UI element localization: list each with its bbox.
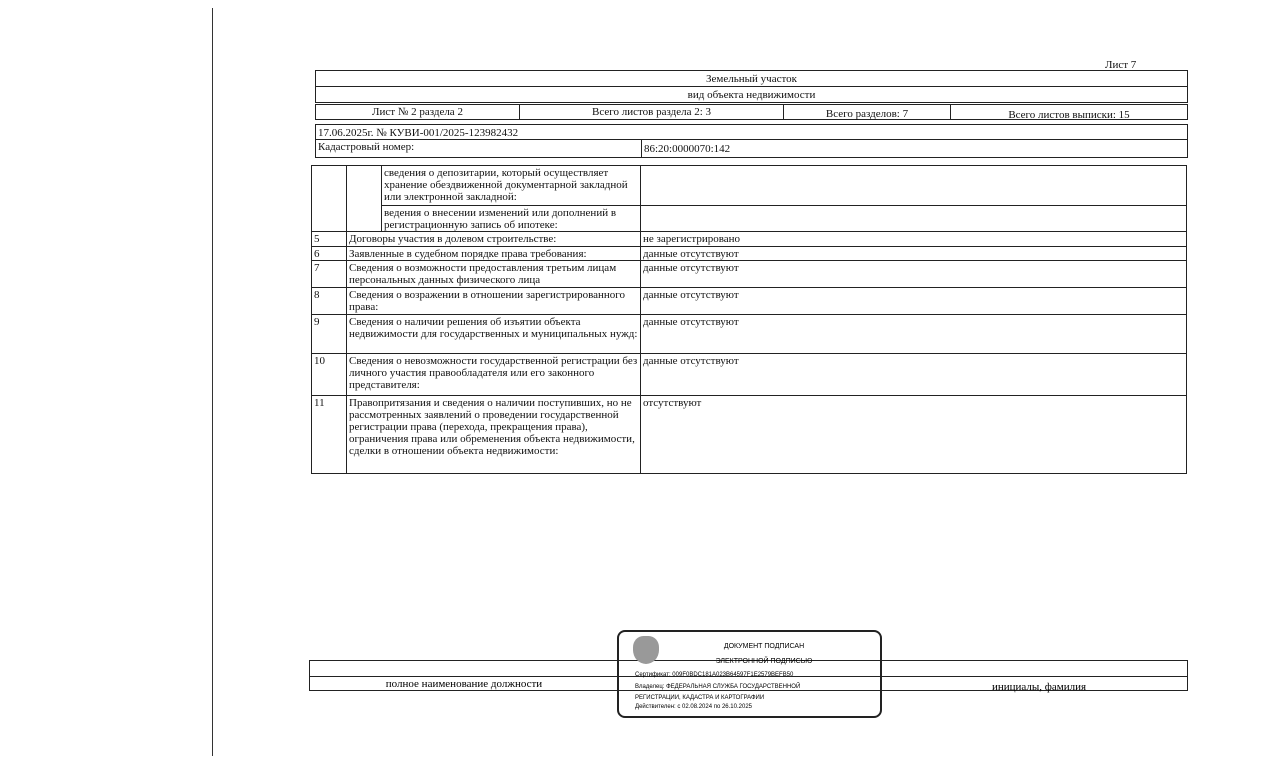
row-value: данные отсутствуют [640,353,1187,396]
object-type: Земельный участок [315,70,1188,87]
row-label: Сведения о наличии решения об изъятии объекта недвижимости для государственных и муниципальных нужд: [346,314,641,354]
scan-edge-line [212,8,213,756]
row-label: Сведения о возможности предоставления третьим лицам персональных данных физического лица [346,260,641,288]
stamp-owner2: РЕГИСТРАЦИИ, КАДАСТРА И КАРТОГРАФИИ [635,695,765,701]
row-number: 9 [311,314,347,354]
row-value: данные отсутствуют [640,314,1187,354]
row-label: Сведения о невозможности государственной регистрации без личного участия правообладателя или его законного представителя: [346,353,641,396]
sheet-of-section: Лист № 2 раздела 2 [315,104,520,120]
electronic-signature-stamp [617,630,882,718]
row-label: сведения о депозитарии, который осуществляет хранение обездвиженной документарной закладной или электронной закладной: [381,165,641,206]
row-value [640,205,1187,232]
cadastral-label: Кадастровый номер: [315,139,642,158]
row-value [640,165,1187,206]
name-caption: инициалы, фамилия [991,681,1087,693]
date-number: 17.06.2025г. № КУВИ-001/2025-123982432 [315,124,1188,140]
section-sheets: Всего листов раздела 2: 3 [519,104,784,120]
row-number: 6 [311,246,347,261]
row-value: данные отсутствуют [640,287,1187,315]
row-number: 7 [311,260,347,288]
row-number: 10 [311,353,347,396]
position-caption: полное наименование должности [385,678,543,690]
cadastral-value: 86:20:0000070:142 [641,139,1188,158]
row-label: ведения о внесении изменений или дополнений в регистрационную запись об ипотеке: [381,205,641,232]
coat-of-arms-icon [633,636,659,664]
row-number: 11 [311,395,347,474]
stamp-title2: ЭЛЕКТРОННОЙ ПОДПИСЬЮ [715,658,813,665]
row-label: Заявленные в судебном порядке права требования: [346,246,641,261]
stamp-valid: Действителен: с 02.08.2024 по 26.10.2025 [635,704,752,710]
row-value: не зарегистрировано [640,231,1187,247]
stamp-owner1: Владелец: ФЕДЕРАЛЬНАЯ СЛУЖБА ГОСУДАРСТВЕННОЙ [635,684,801,690]
total-sheets: Всего листов выписки: 15 [950,104,1188,120]
total-sections: Всего разделов: 7 [783,104,951,120]
row-value: данные отсутствуют [640,246,1187,261]
row-value: отсутствуют [640,395,1187,474]
object-type-caption: вид объекта недвижимости [315,86,1188,103]
row-number: 5 [311,231,347,247]
row-number: 8 [311,287,347,315]
row-label: Правопритязания и сведения о наличии поступивших, но не рассмотренных заявлений о проведении государственной регистрации права (перехода, прекращения права), ограничения права или обременения объекта недвижимости, сделки в отношении объекта недвижимости: [346,395,641,474]
sheet-number: Лист 7 [1105,59,1137,71]
row-label: Сведения о возражении в отношении зарегистрированного права: [346,287,641,315]
row-label: Договоры участия в долевом строительстве: [346,231,641,247]
stamp-title1: ДОКУМЕНТ ПОДПИСАН [723,643,805,650]
row-value: данные отсутствуют [640,260,1187,288]
stamp-certificate: Сертификат: 009F0BDC181A023B64597F1E2579BEFB50 [635,672,794,678]
row-num-empty [311,165,347,232]
row-subnum-empty [346,165,382,232]
